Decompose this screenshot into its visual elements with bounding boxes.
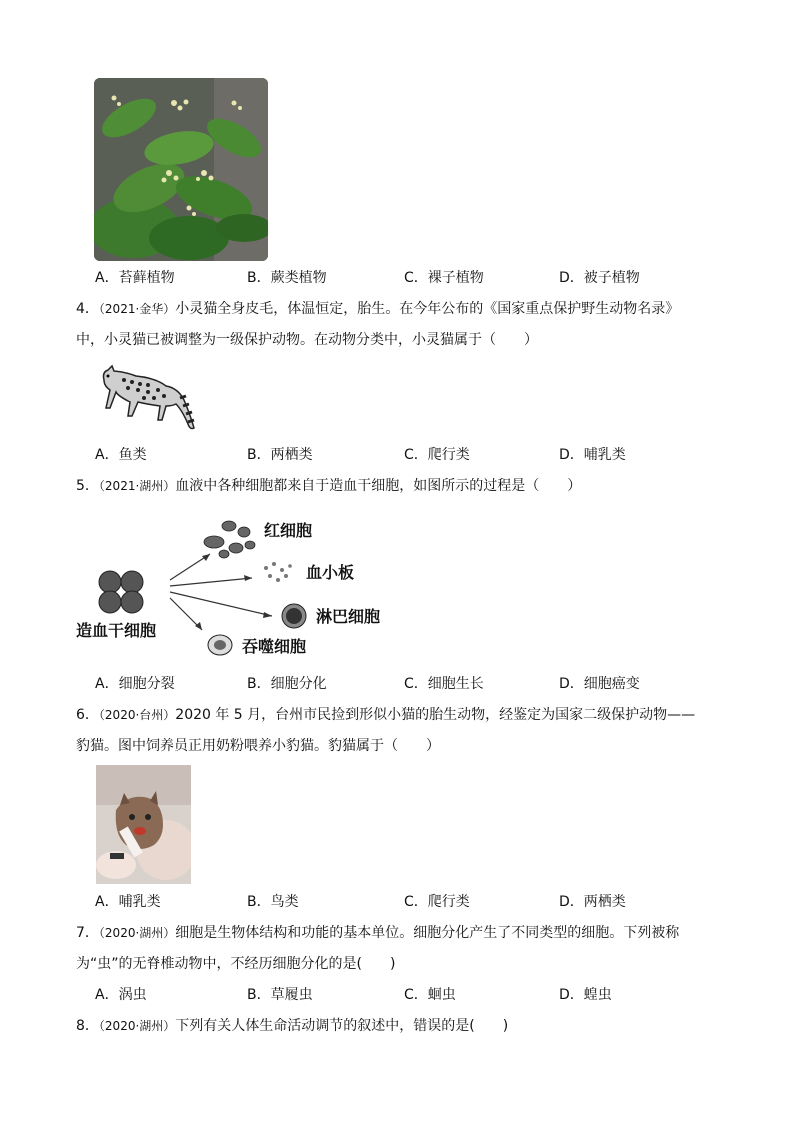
red-cell-icon [204,521,255,558]
q4-number: 4． [76,301,99,317]
q4-options [95,445,715,465]
q5-source: （2021·湖州） [98,479,176,493]
q6-stem-line1 [76,705,695,725]
q4-option-c[interactable]: C．爬行类 [404,447,470,463]
q6-stem-line2: 豹猫。图中饲养员正用奶粉喂养小豹猫。豹猫属于（ ） [76,738,440,754]
stem-cell-icon [99,571,143,613]
q8-text-1: 下列有关人体生命活动调节的叙述中，错误的是( ) [175,1018,509,1034]
q3-option-d[interactable]: D．被子植物 [559,270,640,286]
q8-stem-line1 [76,1016,508,1036]
q7-option-d[interactable]: D．蝗虫 [559,987,612,1003]
q7-option-b[interactable]: B．草履虫 [247,987,313,1003]
label-phagocyte: 吞噬细胞 [242,637,307,656]
q6-options [95,892,715,912]
q5-option-c[interactable]: C．细胞生长 [404,676,484,692]
plant-photo [94,78,268,261]
phagocyte-icon [208,635,232,655]
lymphocyte-icon [282,604,306,628]
q3-options [95,268,715,288]
q8-source: （2020·湖州） [98,1019,176,1033]
platelet-icon [264,562,292,582]
q4-source: （2021·金华） [98,302,176,316]
q7-source: （2020·湖州） [98,926,176,940]
q7-option-c[interactable]: C．蛔虫 [404,987,456,1003]
label-red-cell: 红细胞 [264,521,313,540]
q4-option-b[interactable]: B．两栖类 [247,447,313,463]
q6-option-b[interactable]: B．鸟类 [247,894,299,910]
q6-source: （2020·台州） [98,708,176,722]
q6-number: 6． [76,707,99,723]
q5-options [95,674,715,694]
q4-stem-line2: 中，小灵猫已被调整为一级保护动物。在动物分类中，小灵猫属于（ ） [76,332,538,348]
q5-option-d[interactable]: D．细胞癌变 [559,676,640,692]
q5-option-a[interactable]: A．细胞分裂 [95,676,175,692]
q4-text-1: 小灵猫全身皮毛，体温恒定，胎生。在今年公布的《国家重点保护野生动物名录》 [175,301,680,317]
q5-text-1: 血液中各种细胞都来自于造血干细胞，如图所示的过程是（ ） [175,478,582,494]
q7-stem-line1 [76,923,679,943]
q6-option-a[interactable]: A．哺乳类 [95,894,161,910]
q5-option-b[interactable]: B．细胞分化 [247,676,327,692]
q7-options [95,985,715,1005]
q4-stem-line1 [76,299,679,319]
q4-option-d[interactable]: D．哺乳类 [559,447,626,463]
q3-option-c[interactable]: C．裸子植物 [404,270,484,286]
q7-option-a[interactable]: A．涡虫 [95,987,147,1003]
q6-text-1: 2020 年 5 月，台州市民捡到形似小猫的胎生动物，经鉴定为国家二级保护动物—— [175,707,696,723]
q5-stem-line1 [76,476,581,496]
blood-cell-diagram [74,512,404,662]
q3-option-b[interactable]: B．蕨类植物 [247,270,327,286]
label-stem-cell: 造血干细胞 [76,621,157,640]
q6-option-c[interactable]: C．爬行类 [404,894,470,910]
label-lymphocyte: 淋巴细胞 [316,607,381,626]
leopard-cat-photo [96,765,191,884]
civet-image [96,358,196,436]
q8-number: 8． [76,1018,99,1034]
q7-stem-line2: 为“虫”的无脊椎动物中，不经历细胞分化的是( ) [76,956,396,972]
label-platelet: 血小板 [306,563,355,582]
q7-number: 7． [76,925,99,941]
q4-option-a[interactable]: A．鱼类 [95,447,147,463]
q6-option-d[interactable]: D．两栖类 [559,894,626,910]
q3-option-a[interactable]: A．苔藓植物 [95,270,175,286]
q5-number: 5． [76,478,99,494]
q7-text-1: 细胞是生物体结构和功能的基本单位。细胞分化产生了不同类型的细胞。下列被称 [175,925,680,941]
